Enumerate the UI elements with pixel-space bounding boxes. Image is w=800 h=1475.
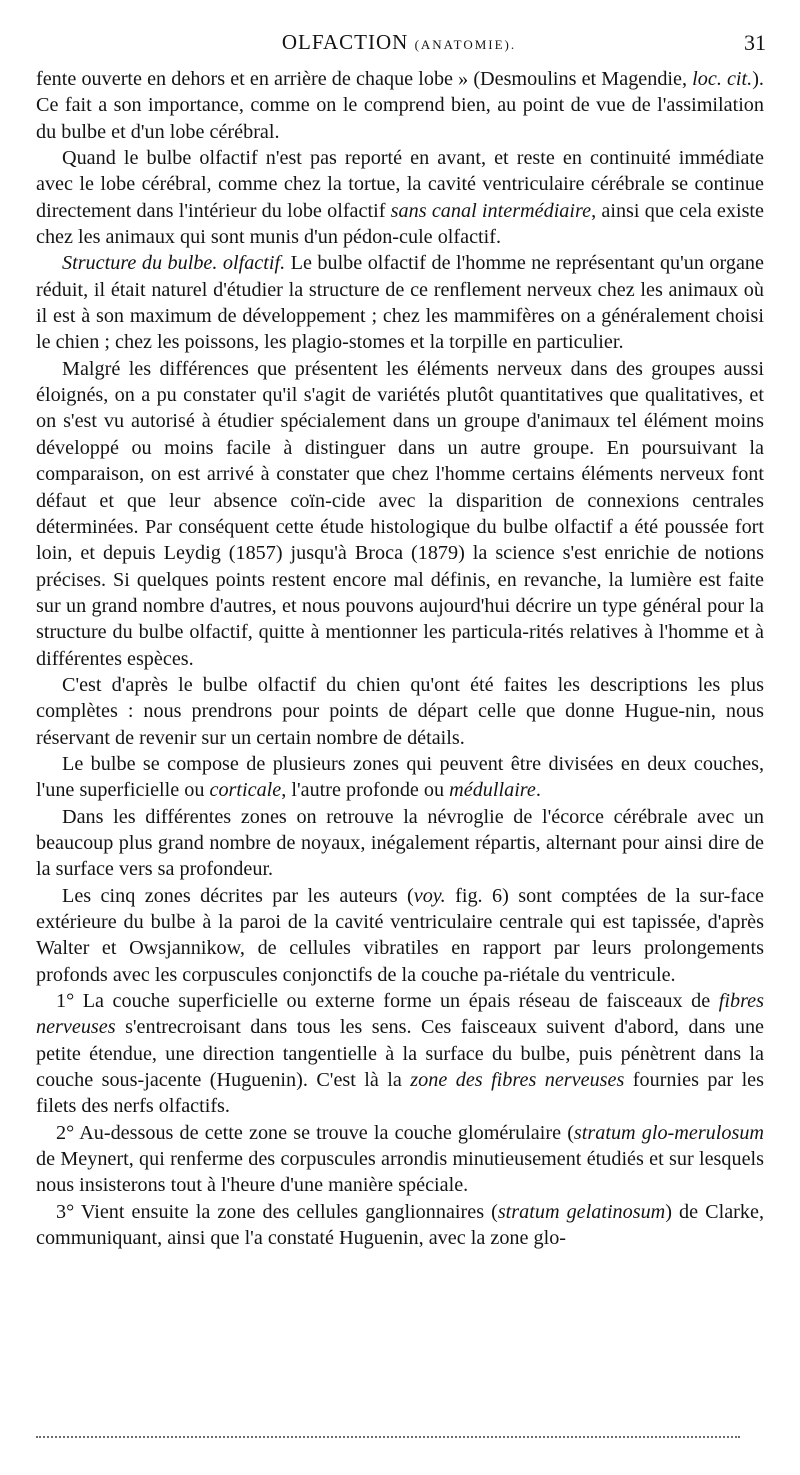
paragraph	[36, 1120, 764, 1199]
paragraph	[36, 672, 764, 751]
italic-term: zone des fibres nerveuses	[410, 1069, 625, 1092]
paragraph-text: fente ouverte en dehors et en arrière de chaque lobe » (Desmoulins et Magendie,	[36, 68, 693, 90]
paragraph	[36, 988, 764, 1120]
paragraph	[36, 145, 764, 250]
italic-term: loc. cit.	[692, 68, 753, 90]
paragraph	[36, 66, 764, 145]
paragraph-text: fig. 6) sont comptées de la sur-face extérieure du bulbe à la paroi de la cavité ventriculaire centrale qui est tapissée, d'après Walter et Owsjannikow, de cellules vibratiles en rapport par leurs prolongements profonds avec les corpuscules conjonctifs de la couche pa-riétale du ventricule.	[36, 884, 764, 986]
running-title	[32, 30, 766, 55]
italic-term: sans canal intermédiaire	[390, 199, 592, 222]
body-text	[36, 66, 764, 1251]
paragraph	[36, 751, 764, 804]
paragraph-text: ). Ce fait a son importance, comme on le comprend bien, au point de vue de l'assimilation du bulbe et d'un lobe cérébral.	[36, 68, 764, 143]
paragraph-text: , l'autre profonde ou	[281, 779, 450, 802]
paragraph-text: Quand le bulbe olfactif n'est pas reporté en avant, et reste en continuité immédiate avec le lobe cérébral, comme chez la tortue, la cavité ventriculaire cérébrale se continue directement dans l'intérieur du lobe olfactif	[36, 147, 764, 222]
running-title-subtitle: (ANATOMIE).	[414, 37, 517, 52]
italic-term: corticale	[209, 779, 282, 802]
paragraph-text: 2° Au-dessous de cette zone se trouve la couche glomérulaire (	[56, 1121, 574, 1144]
italic-term: Structure du bulbe. olfactif.	[62, 252, 286, 275]
paragraph	[36, 250, 764, 355]
running-title-main: OLFACTION	[281, 30, 409, 54]
paragraph-text: .	[535, 779, 541, 802]
italic-term: stratum gelatinosum	[497, 1200, 666, 1223]
paragraph	[36, 883, 764, 988]
paragraph	[36, 1199, 764, 1252]
italic-term: médullaire	[449, 779, 536, 802]
paragraph-text: Les cinq zones décrites par les auteurs (	[62, 884, 414, 907]
paragraph-text: C'est d'après le bulbe olfactif du chien qu'ont été faites les descriptions les plus complètes : nous prendrons pour points de départ celle que donne Hugue-nin, nous réservant de revenir sur un certain nombre de détails.	[36, 673, 764, 749]
paragraph-text: fournies par les filets des nerfs olfactifs.	[36, 1069, 764, 1118]
running-head	[32, 30, 766, 58]
paragraph-text: , ainsi que cela existe chez les animaux qui sont munis d'un pédon-cule olfactif.	[36, 199, 764, 249]
paragraph-text: 3° Vient ensuite la zone des cellules ganglionnaires (	[56, 1200, 498, 1223]
paragraph-text: ) de Clarke, communiquant, ainsi que l'a constaté Huguenin, avec la zone glo-	[36, 1200, 764, 1250]
page-number: 31	[744, 30, 766, 55]
paragraph-text: s'entrecroisant dans tous les sens. Ces faisceaux suivent d'abord, dans une petite étendue, une direction tangentielle à la surface du bulbe, puis pénètrent dans la couche sous-jacente (Huguenin). C'est là la	[36, 1016, 764, 1092]
paragraph-text: 1° La couche superficielle ou externe forme un épais réseau de faisceaux de	[56, 990, 719, 1013]
footer-dotted-rule	[36, 1436, 740, 1438]
paragraph-text: Dans les différentes zones on retrouve la névroglie de l'écorce cérébrale avec un beaucoup plus grand nombre de noyaux, inégalement répartis, alternant pour ainsi dire de la surface vers sa profondeur.	[36, 805, 764, 881]
italic-term: voy.	[413, 884, 446, 907]
italic-term: stratum glo-merulosum	[573, 1121, 764, 1144]
paragraph-text: Le bulbe olfactif de l'homme ne représentant qu'un organe réduit, il était naturel d'étudier la structure de ce renflement nerveux chez les animaux où il est à son maximum de développement ; chez les mammifères on a généralement choisi le chien ; chez les poissons, les plagio-stomes et la torpille en particulier.	[36, 252, 764, 354]
italic-term: fibres nerveuses	[36, 990, 764, 1039]
paragraph	[36, 804, 764, 883]
paragraph	[36, 356, 764, 672]
paragraph-text: de Meynert, qui renferme des corpuscules arrondis minutieusement étudiés et sur lesquels nous insisterons tout à l'heure d'une manière spéciale.	[36, 1148, 764, 1197]
paragraph-text: Malgré les différences que présentent les éléments nerveux dans des groupes aussi éloignés, on a pu constater qu'il s'agit de variétés plutôt quantitatives que qualitatives, et on s'est vu autorisé à étudier spécialement dans un groupe d'animaux tel élément moins développé ou moins facile à distinguer dans un autre groupe. En poursuivant la comparaison, on est arrivé à constater que chez l'homme certains éléments nerveux font défaut et que leur absence coïn-cide avec la disparition de connexions centrales déterminées. Par conséquent cette étude histologique du bulbe olfactif a été poussée fort loin, et depuis Leydig (1857) jusqu'à Broca (1879) la science s'est enrichie de notions précises. Si quelques points restent encore mal définis, en revanche, la lumière est faite sur un grand nombre d'autres, et nous pouvons aujourd'hui décrire un type général pour la structure du bulbe olfactif, quitte à mentionner les particula-rités relatives à l'homme et à différentes espèces.	[36, 357, 764, 670]
paragraph-text: Le bulbe se compose de plusieurs zones qui peuvent être divisées en deux couches, l'une superficielle ou	[36, 752, 764, 802]
